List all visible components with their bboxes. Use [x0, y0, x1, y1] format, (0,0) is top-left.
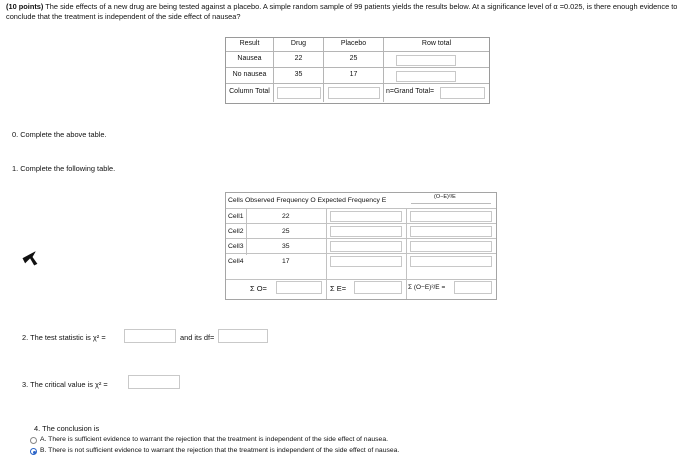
row-label-nausea: Nausea — [226, 52, 274, 68]
df-label: and its df= — [180, 333, 215, 342]
observed-1: 22 — [282, 213, 290, 220]
sum-e-label: Σ E= — [330, 284, 347, 293]
header-placebo: Placebo — [324, 38, 384, 52]
grand-total-input[interactable] — [440, 87, 485, 99]
header-result: Result — [226, 38, 274, 52]
question-0: 0. Complete the above table. — [12, 130, 107, 139]
question-2: 2. The test statistic is χ² = — [22, 333, 106, 342]
expected-input-2[interactable] — [330, 226, 402, 237]
sum-chi-input[interactable] — [454, 281, 492, 294]
row-label-column-total: Column Total — [226, 84, 274, 102]
test-statistic-input[interactable] — [124, 329, 176, 343]
chi-term-input-2[interactable] — [410, 226, 492, 237]
header-row-total: Row total — [384, 38, 489, 52]
grand-total-label: n=Grand Total= — [386, 88, 435, 95]
df-input[interactable] — [218, 329, 268, 343]
row-total-input-1[interactable] — [396, 55, 456, 66]
mouse-pointer-icon — [20, 248, 40, 268]
observed-3: 35 — [282, 243, 290, 250]
nausea-drug: 22 — [274, 52, 324, 68]
no-nausea-placebo: 17 — [324, 68, 384, 84]
option-a-text[interactable]: A. There is sufficient evidence to warrant the rejection that the treatment is independent of the side effect of nausea. — [40, 436, 388, 443]
option-b-text[interactable]: B. There is not sufficient evidence to warrant the rejection that the treatment is independent of the side effect of nausea. — [40, 447, 400, 454]
cell-label-3: Cell3 — [228, 243, 244, 250]
problem-statement — [6, 2, 694, 22]
observed-2: 25 — [282, 228, 290, 235]
sum-chi-label: Σ (O−E)²/E = — [408, 284, 446, 291]
option-b-radio[interactable] — [30, 448, 37, 455]
option-a-radio[interactable] — [30, 437, 37, 444]
sum-e-input[interactable] — [354, 281, 402, 294]
question-1: 1. Complete the following table. — [12, 164, 116, 173]
cells-table — [225, 192, 497, 300]
column-total-placebo-input[interactable] — [328, 87, 380, 99]
row-total-input-2[interactable] — [396, 71, 456, 82]
question-4: 4. The conclusion is — [34, 424, 100, 433]
cell-label-4: Cell4 — [228, 258, 244, 265]
observed-4: 17 — [282, 258, 290, 265]
problem-text: The side effects of a new drug are being tested against a placebo. A simple random sample of 99 patients yields the results below. At a significance level of α =0.025, is there enough evidence to conclude that the treatment is independent of the side effect of nausea? — [6, 2, 678, 21]
expected-input-4[interactable] — [330, 256, 402, 267]
row-label-no-nausea: No nausea — [226, 68, 274, 84]
expected-input-3[interactable] — [330, 241, 402, 252]
cells-header: Cells Observed Frequency O Expected Frequency E — [228, 197, 387, 204]
header-drug: Drug — [274, 38, 324, 52]
points-label: (10 points) — [6, 2, 44, 11]
cell-label-2: Cell2 — [228, 228, 244, 235]
chi-term-input-3[interactable] — [410, 241, 492, 252]
sum-o-label: Σ O= — [250, 284, 267, 293]
chi-term-header: (O−E)²/E — [434, 194, 456, 200]
column-total-drug-input[interactable] — [277, 87, 321, 99]
expected-input-1[interactable] — [330, 211, 402, 222]
critical-value-input[interactable] — [128, 375, 180, 389]
chi-term-input-4[interactable] — [410, 256, 492, 267]
sum-o-input[interactable] — [276, 281, 322, 294]
nausea-placebo: 25 — [324, 52, 384, 68]
cell-label-1: Cell1 — [228, 213, 244, 220]
chi-term-input-1[interactable] — [410, 211, 492, 222]
no-nausea-drug: 35 — [274, 68, 324, 84]
question-3: 3. The critical value is χ² = — [22, 380, 108, 389]
contingency-table — [225, 37, 490, 104]
